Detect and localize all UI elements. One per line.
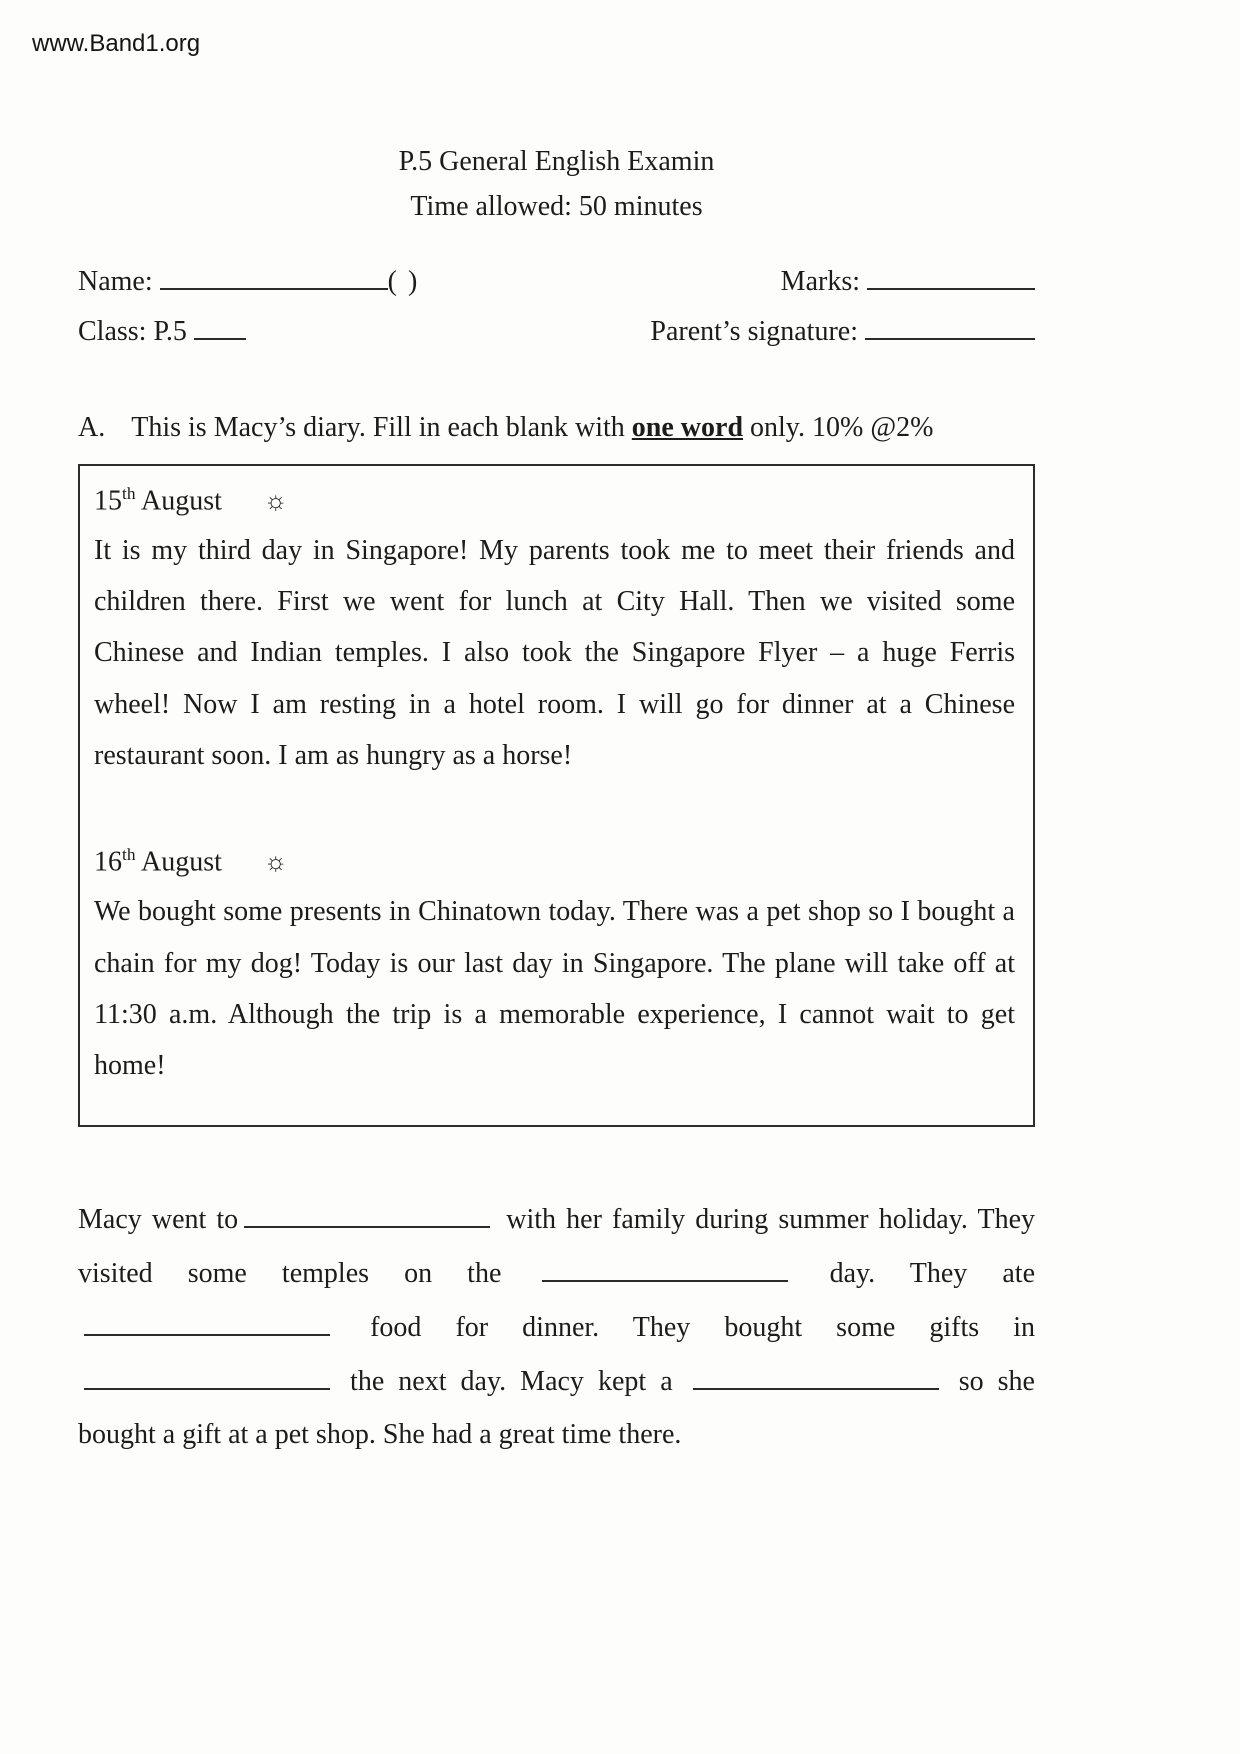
section-a-letter: A.: [78, 411, 106, 443]
sun-icon: ☼: [263, 485, 288, 515]
cloze-text: day. They ate: [794, 1258, 1035, 1290]
diary-entry-1-heading: [94, 484, 1015, 517]
cloze-blank: [84, 1366, 330, 1390]
cloze-text: so she bought a gift at a pet shop. She had a great time there.: [78, 1365, 1035, 1451]
class-field: [78, 316, 246, 348]
cloze-blank: [693, 1366, 939, 1390]
marks-blank: [867, 266, 1035, 290]
exam-header: [78, 0, 1035, 230]
diary-entry-1-day: 15: [94, 484, 122, 516]
class-label: Class: P.5: [78, 315, 187, 347]
cloze-paragraph: [78, 1193, 1035, 1462]
marks-field: [781, 266, 1035, 298]
cloze-text: Macy went to: [78, 1204, 239, 1236]
name-field: [78, 266, 419, 298]
class-signature-row: [78, 316, 1035, 348]
diary-entry-1-month: August: [135, 484, 222, 516]
diary-entry-2-month: August: [135, 846, 222, 878]
parent-signature-blank: [865, 316, 1035, 340]
exam-time-allowed: Time allowed: 50 minutes: [410, 190, 703, 222]
instruction-text-post: only. 10% @2%: [743, 411, 934, 443]
class-blank: [194, 316, 246, 340]
diary-entry-1-text: It is my third day in Singapore! My parents took me to meet their friends and children there. First we went for lunch at City Hall. Then we visited some Chinese and Indian temples. I also took the Singapore Flyer – a huge Ferris wheel! Now I am resting in a hotel room. I will go for dinner at a Chinese restaurant soon. I am as hungry as a horse!: [94, 534, 1015, 771]
marks-label: Marks:: [780, 265, 860, 297]
cloze-text: the next day. Macy kept a: [336, 1365, 687, 1397]
diary-entry-2-text: We bought some presents in Chinatown today. There was a pet shop so I bought a chain for my dog! Today is our last day in Singapore. The plane will take off at 11:30 a.m. Although the trip is a memorable experience, I cannot wait to get home!: [94, 896, 1015, 1082]
parent-signature-field: [650, 316, 1035, 348]
class-number-paren: ( ): [387, 265, 420, 297]
name-label: Name:: [78, 265, 153, 297]
instruction-keyword: one word: [631, 411, 744, 443]
diary-entry-1-ordinal: th: [122, 483, 136, 503]
diary-entry-2-heading: [94, 845, 1015, 878]
cloze-blank: [542, 1258, 788, 1282]
instruction-text-pre: This is Macy’s diary. Fill in each blank with: [131, 411, 632, 443]
diary-entry-2-day: 16: [94, 846, 122, 878]
diary-box: [78, 464, 1035, 1128]
sun-icon: ☼: [263, 847, 288, 877]
cloze-text: with her family during summer holiday. They visited some temples on the: [78, 1204, 1036, 1290]
name-marks-row: [78, 266, 1035, 298]
diary-entry-gap: [94, 781, 1015, 837]
cloze-blank: [244, 1205, 490, 1229]
diary-entry-2-ordinal: th: [122, 845, 136, 865]
parent-signature-label: Parent’s signature:: [650, 315, 858, 347]
exam-title: P.5 General English Examin: [398, 146, 715, 177]
section-a-instruction: [78, 412, 1035, 444]
site-watermark: www.Band1.org: [32, 30, 201, 57]
name-blank: [160, 266, 388, 290]
cloze-text: food for dinner. They bought some gifts in: [336, 1311, 1035, 1343]
cloze-blank: [84, 1312, 330, 1336]
